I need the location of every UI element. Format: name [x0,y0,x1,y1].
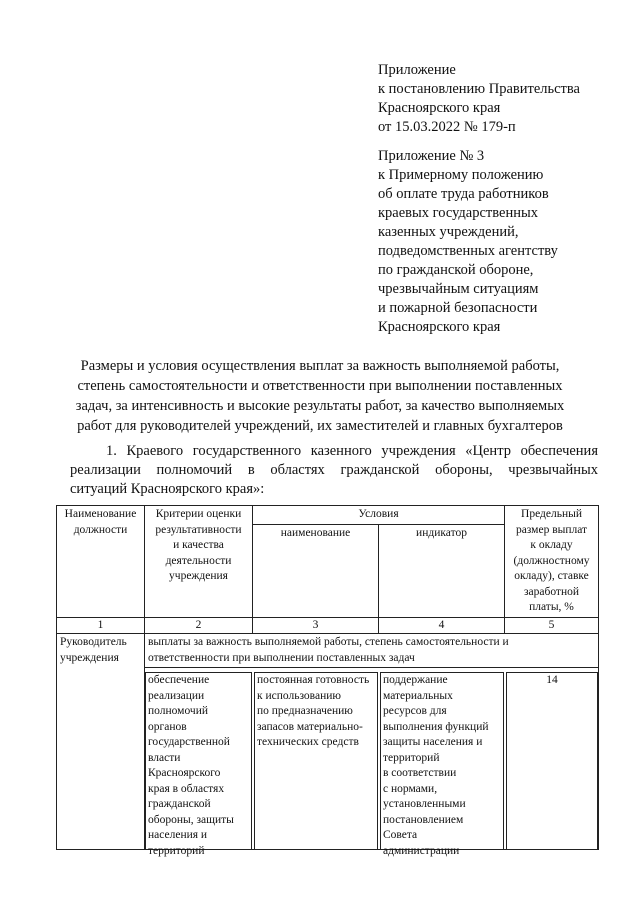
header-text: размер выплат [515,523,588,536]
condition-name-cell [254,672,378,850]
condition-name-text: постоянная готовность [257,674,370,686]
criterion-text: реализации [148,689,205,702]
heading-line: задач, за интенсивность и высокие результаты работ, за качество выполняемых [75,398,565,414]
condition-name-text: запасов материально- [257,720,363,733]
indicator-text: территорий [383,751,440,764]
header-text: к окладу [530,539,573,551]
heading-line: степень самостоятельности и ответственности при выполнении поставленных [77,378,563,394]
criterion-text: гражданской [148,798,211,810]
payment-type-text: ответственности при выполнении поставленных задач [148,651,415,664]
indicator-text: в соответствии [383,767,457,779]
max-size-value: 14 [546,674,558,686]
appendix-3-line: краевых государственных [378,205,538,221]
criterion-text: органов [148,720,187,733]
criterion-text: полномочий [148,705,208,717]
payment-type-text: выплаты за важность выполняемой работы, степень самостоятельности и [148,636,509,648]
criterion-row-cell [145,668,599,857]
appendix-1-block [378,61,580,137]
header-conditions: Условия [253,506,505,525]
appendix-3-block [378,147,558,337]
condition-name-text: технических средств [257,736,359,748]
appendix-3-line: казенных учреждений, [378,224,519,240]
criterion-text: обороны, защиты [148,813,234,826]
indicator-text: поддержание [383,674,448,686]
criterion-cell [145,672,252,857]
indicator-cell [380,672,504,857]
column-number: 1 [57,617,145,634]
indicator-text: администрации [383,844,460,857]
header-text: заработной [523,585,580,598]
criterion-row-inner [145,668,598,857]
appendix-3-line: об оплате труда работников [378,186,549,202]
column-number: 2 [145,617,253,634]
criterion-text: государственной [148,736,230,748]
appendix-1-line: к постановлению Правительства [378,81,580,97]
appendix-3-line: Приложение № 3 [378,148,485,164]
condition-name-text: к использованию [257,689,341,702]
header-text: и качества [173,539,224,551]
header-text: Наименование [64,508,137,520]
appendix-3-line: подведомственных агентству [378,243,558,259]
column-number: 5 [505,617,599,634]
column-number: 4 [379,617,505,634]
indicator-text: Совета [383,829,418,841]
criterion-text: власти [148,751,181,764]
column-number: 3 [253,617,379,634]
header-text: деятельности [165,554,232,567]
criterion-text: территорий [148,844,205,857]
indicator-text: выполнения функций [383,720,489,733]
indicator-text: ресурсов для [383,705,447,717]
max-size-cell [506,672,598,850]
appendix-1-line: от 15.03.2022 № 179-п [378,119,516,135]
position-text: учреждения [60,651,119,664]
heading-line: Размеры и условия осуществления выплат за важность выполняемой работы, [80,358,560,374]
appendix-3-line: чрезвычайным ситуациям [378,281,539,297]
column-number-row [57,617,599,634]
intro-line: ситуаций Красноярского края»: [70,481,265,497]
intro-paragraph [70,442,598,499]
heading-line: работ для руководителей учреждений, их заместителей и главных бухгалтеров [77,418,563,434]
table-row-payment-type [57,634,599,668]
header-text: Предельный [521,508,582,520]
header-text: (должностному [513,554,590,567]
indicator-text: установленными [383,798,466,810]
appendix-1-line: Приложение [378,62,456,78]
header-text: учреждения [169,570,228,582]
header-text: Критерии оценки [155,508,242,520]
header-max-size [505,506,599,618]
condition-name-text: по предназначению [257,705,353,717]
table-header-row [57,506,599,525]
header-text: окладу), ставке [514,570,589,582]
document-heading [40,356,600,436]
indicator-text: защиты населения и [383,736,483,748]
header-text: должности [73,523,128,536]
appendix-3-line: и пожарной безопасности [378,300,538,316]
indicator-text: с нормами, [383,782,438,795]
criterion-text: населения и [148,829,208,841]
criterion-text: края в областях [148,782,225,795]
payment-type-cell [145,634,599,668]
intro-line: 1. Краевого государственного казенного учреждения «Центр обеспечения [106,443,598,459]
indicator-text: постановлением [383,813,464,826]
header-criteria [145,506,253,618]
header-position-name [57,506,145,618]
indicator-text: материальных [383,689,453,702]
appendix-3-line: к Примерному положению [378,167,544,183]
criterion-text: обеспечение [148,674,210,686]
appendix-3-line: по гражданской обороне, [378,262,534,278]
criterion-text: Красноярского [148,767,221,779]
header-text: платы, % [529,601,574,613]
header-text: результативности [155,523,242,536]
payments-table [56,505,599,857]
position-text: Руководитель [60,636,127,648]
row-position-cell [57,634,145,850]
appendix-1-line: Красноярского края [378,100,501,116]
header-condition-name: наименование [253,524,379,617]
intro-line: реализации полномочий в областях гражданской обороны, чрезвычайных [70,462,598,478]
header-indicator: индикатор [379,524,505,617]
appendix-3-line: Красноярского края [378,319,501,335]
